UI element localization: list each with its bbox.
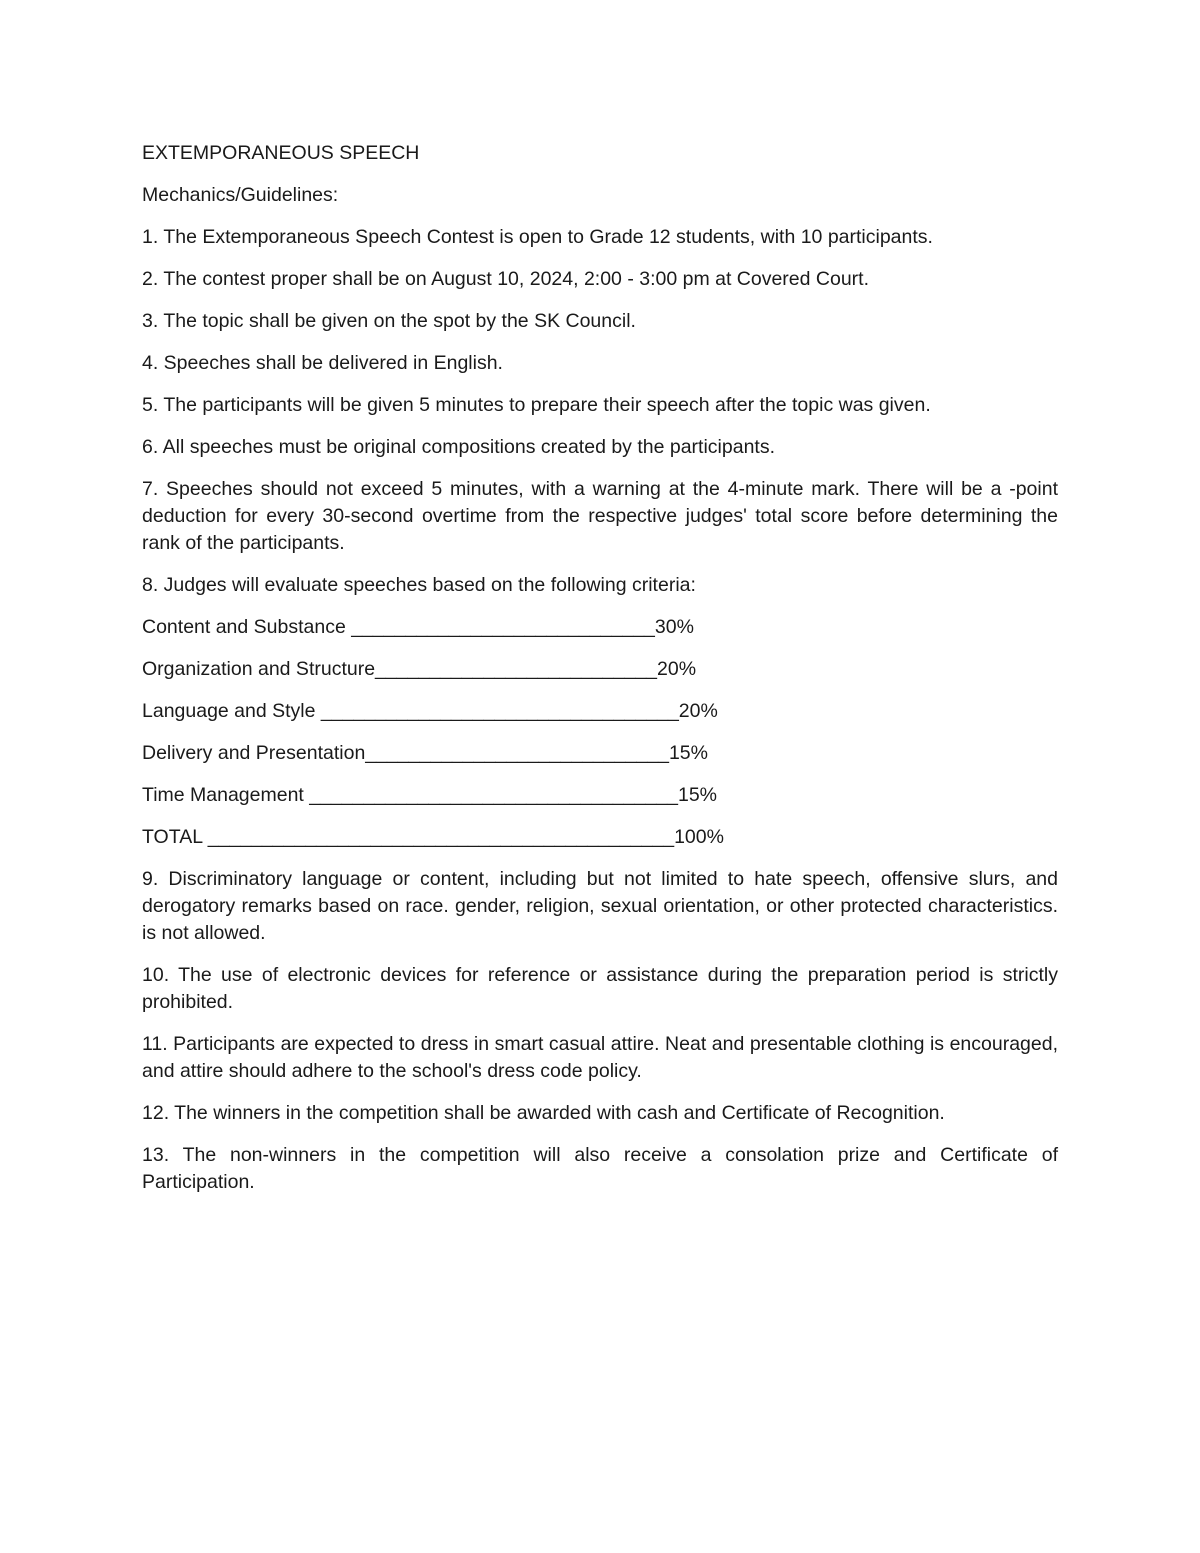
guideline-item-5: 5. The participants will be given 5 minutes to prepare their speech after the topic was given. <box>142 394 931 416</box>
guideline-item-3: 3. The topic shall be given on the spot by the SK Council. <box>142 310 636 332</box>
guideline-item-12: 12. The winners in the competition shall be awarded with cash and Certificate of Recognition. <box>142 1102 945 1124</box>
criteria-content: Content and Substance ____________________________30% <box>142 616 694 638</box>
guideline-item-8: 8. Judges will evaluate speeches based on the following criteria: <box>142 574 696 596</box>
guideline-item-1: 1. The Extemporaneous Speech Contest is open to Grade 12 students, with 10 participants. <box>142 226 933 248</box>
guideline-item-10: 10. The use of electronic devices for reference or assistance during the preparation period is strictly prohibited. <box>142 964 1058 1013</box>
criteria-language: Language and Style _________________________________20% <box>142 700 718 722</box>
criteria-organization: Organization and Structure__________________________20% <box>142 658 697 680</box>
document-page <box>142 140 1058 1196</box>
guideline-item-9: 9. Discriminatory language or content, including but not limited to hate speech, offensive slurs, and derogatory remarks based on race. gender, religion, sexual orientation, or other protected characteristics. is not allowed. <box>142 868 1058 944</box>
guideline-item-13: 13. The non-winners in the competition will also receive a consolation prize and Certificate of Participation. <box>142 1144 1058 1193</box>
criteria-time-management: Time Management __________________________________15% <box>142 784 718 806</box>
criteria-delivery: Delivery and Presentation____________________________15% <box>142 742 708 764</box>
guideline-item-7: 7. Speeches should not exceed 5 minutes, with a warning at the 4-minute mark. There will be a -point deduction for every 30-second overtime from the respective judges' total score before determining the rank of the participants. <box>142 478 1058 554</box>
guidelines-heading: Mechanics/Guidelines: <box>142 184 339 206</box>
criteria-total: TOTAL ___________________________________________100% <box>142 826 724 848</box>
guideline-item-2: 2. The contest proper shall be on August 10, 2024, 2:00 - 3:00 pm at Covered Court. <box>142 268 870 290</box>
guideline-item-4: 4. Speeches shall be delivered in English. <box>142 352 503 374</box>
guideline-item-6: 6. All speeches must be original compositions created by the participants. <box>142 436 776 458</box>
document-title: EXTEMPORANEOUS SPEECH <box>142 142 420 164</box>
guideline-item-11: 11. Participants are expected to dress in smart casual attire. Neat and presentable clothing is encouraged, and attire should adhere to the school's dress code policy. <box>142 1033 1058 1082</box>
